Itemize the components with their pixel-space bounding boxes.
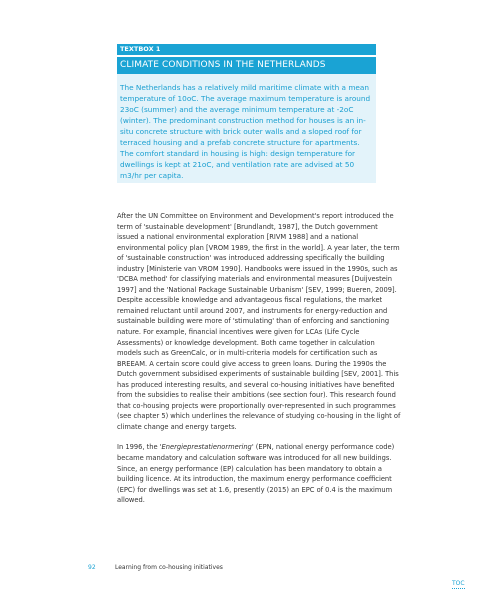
body-paragraph-1: After the UN Committee on Environment and Development's report introduced the term of 'sustainable development' [Brundlandt, 1987], the Dutch government issued a national environmental exploration [RIVM 1988] and a national environmental policy plan [VROM 1989, the first in the world]. A year later, the term of 'sustainable construction' was introduced addressing specifically the building industry [Ministerie van VROM 1990]. Handbooks were issued in the 1990s, such as 'DCBA method' for classifying materials and environmental measures [Duijvestein 1997] and the 'National Package Sustainable Urbanism' [SEV, 1999; Bueren, 2009]. Despite accessible knowledge and advantageous fiscal regulations, the market remained reluctant until around 2007, and instruments for energy-reduction and sustainable building were more of 'stimulating' than of enforcing and sanctioning nature. For example, financial incentives were given for LCAs (Life Cycle Assessments) or knowledge development. Both came together in calculation models such as GreenCalc, or in multi-criteria models for certification such as BREEAM. A certain score could give access to green loans. During the 1990s the Dutch government subsidised experiments of sustainable building [SEV, 2001]. This has produced interesting results, and several co-housing initiatives have benefited from the subsidies to realise their ambitions (see section four). This research found that co-housing projects were proportionally over-represented in such programmes (see chapter 5) which underlines the relevance of studying co-housing in the light of climate change and energy targets. xyxy=(117,212,401,431)
paragraph-2-term: Energieprestatienormering xyxy=(161,443,252,452)
paragraph-2-rest: ' (EPN, national energy performance code) became mandatory and calculation software was introduced for all new buildings. Since, an energy performance (EP) calculation has been mandatory to obtain a building licence. At its introduction, the maximum energy performance coefficient (EPC) for dwellings was set at 1.6, presently (2015) an EPC of 0.4 is the maximum allowed. xyxy=(117,443,395,505)
toc-link[interactable]: TOC xyxy=(452,580,465,587)
textbox-title: CLIMATE CONDITIONS IN THE NETHERLANDS xyxy=(117,57,376,74)
body-text xyxy=(117,211,401,506)
body-paragraph-2 xyxy=(117,442,401,505)
textbox-label: TEXTBOX 1 xyxy=(117,44,376,55)
textbox-text: The Netherlands has a relatively mild maritime climate with a mean temperature of 10oC. The average maximum temperature is around 23oC (summer) and the average minimum temperature at -2oC (winter). The predominant construction method for houses is an in-situ concrete structure with brick outer walls and a sloped roof for terraced housing and a prefab concrete structure for apartments. The comfort standard in housing is high: design temperature for dwellings is kept at 21oC, and ventilation rate are advised at 50 m3/hr per capita. xyxy=(120,83,371,181)
running-title: Learning from co-housing initiatives xyxy=(115,564,223,571)
paragraph-2-prefix: In 1996, the ' xyxy=(117,443,162,452)
textbox-climate xyxy=(117,57,376,183)
page-number: 92 xyxy=(88,564,96,571)
